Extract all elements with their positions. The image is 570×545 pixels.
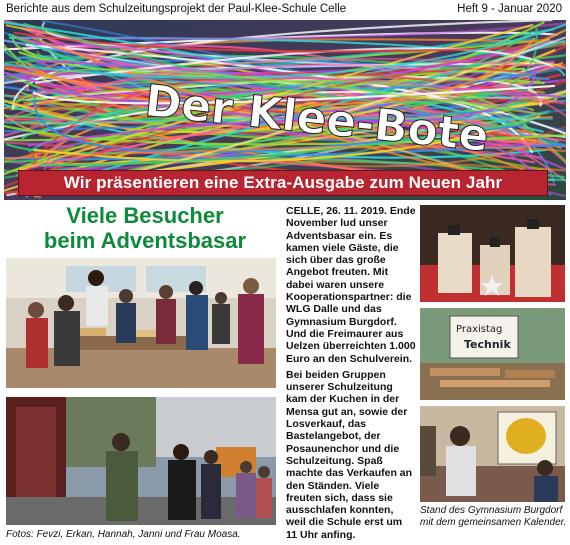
newspaper-title: Der Klee-Bote: [142, 75, 492, 163]
headline-line-1: Viele Besucher: [66, 203, 224, 228]
photo-calendar-stand: [420, 406, 565, 502]
calendar-stand-caption: Stand des Gymnasium Burgdorf mit dem gemeinsamen Kalender.: [420, 505, 567, 528]
edition-subtitle: Wir präsentieren eine Extra-Ausgabe zum Neuen Jahr: [63, 173, 503, 192]
article-paragraph-2: Bei beiden Gruppen unserer Schulzeitung kam der Kuchen in der Mensa gut an, sowie der Losverkauf, das Bastelangebot, der Posaunenchor und die Schulzeitung. Spaß machte das Verkaufen an den Ständen. Viele freuten sich, dass sie ausschlafen konnten, weil die Schule erst um 11 Uhr anfing.: [286, 368, 413, 541]
article-paragraph-1: CELLE, 26. 11. 2019. Ende November lud unser Adventsbasar ein. Es kamen viele Gäste, die sich über das große Angebot freuten. Mit dabei waren unsere Kooperationspartner: die WLG Dalle und das Gymnasium Burgdorf. Und die Freimaurer aus Uelzen überreichten 1.000 Euro an den Schulverein.: [286, 205, 416, 365]
photo-praxistag-sign: [420, 308, 565, 400]
masthead-info: [6, 2, 564, 18]
headline-line-2: beim Adventsbasar: [43, 228, 247, 253]
edition-subtitle-bar: [18, 170, 548, 196]
article-body: [286, 205, 416, 545]
photo-outdoor-stands: [6, 397, 276, 525]
photo-wooden-lanterns: [420, 205, 565, 302]
sign-text-technik: Technik: [464, 338, 511, 351]
issue-label: Heft 9 - Januar 2020: [457, 3, 562, 15]
photo-credits-caption: Fotos: Fevzi, Erkan, Hannah, Janni und Frau Moasa.: [6, 529, 241, 540]
series-title: Berichte aus dem Schulzeitungsprojekt der Paul-Klee-Schule Celle: [6, 3, 347, 15]
sign-text-praxistag: Praxistag: [456, 324, 503, 335]
article-headline: [10, 203, 280, 253]
photo-basar-hall: [6, 258, 276, 388]
